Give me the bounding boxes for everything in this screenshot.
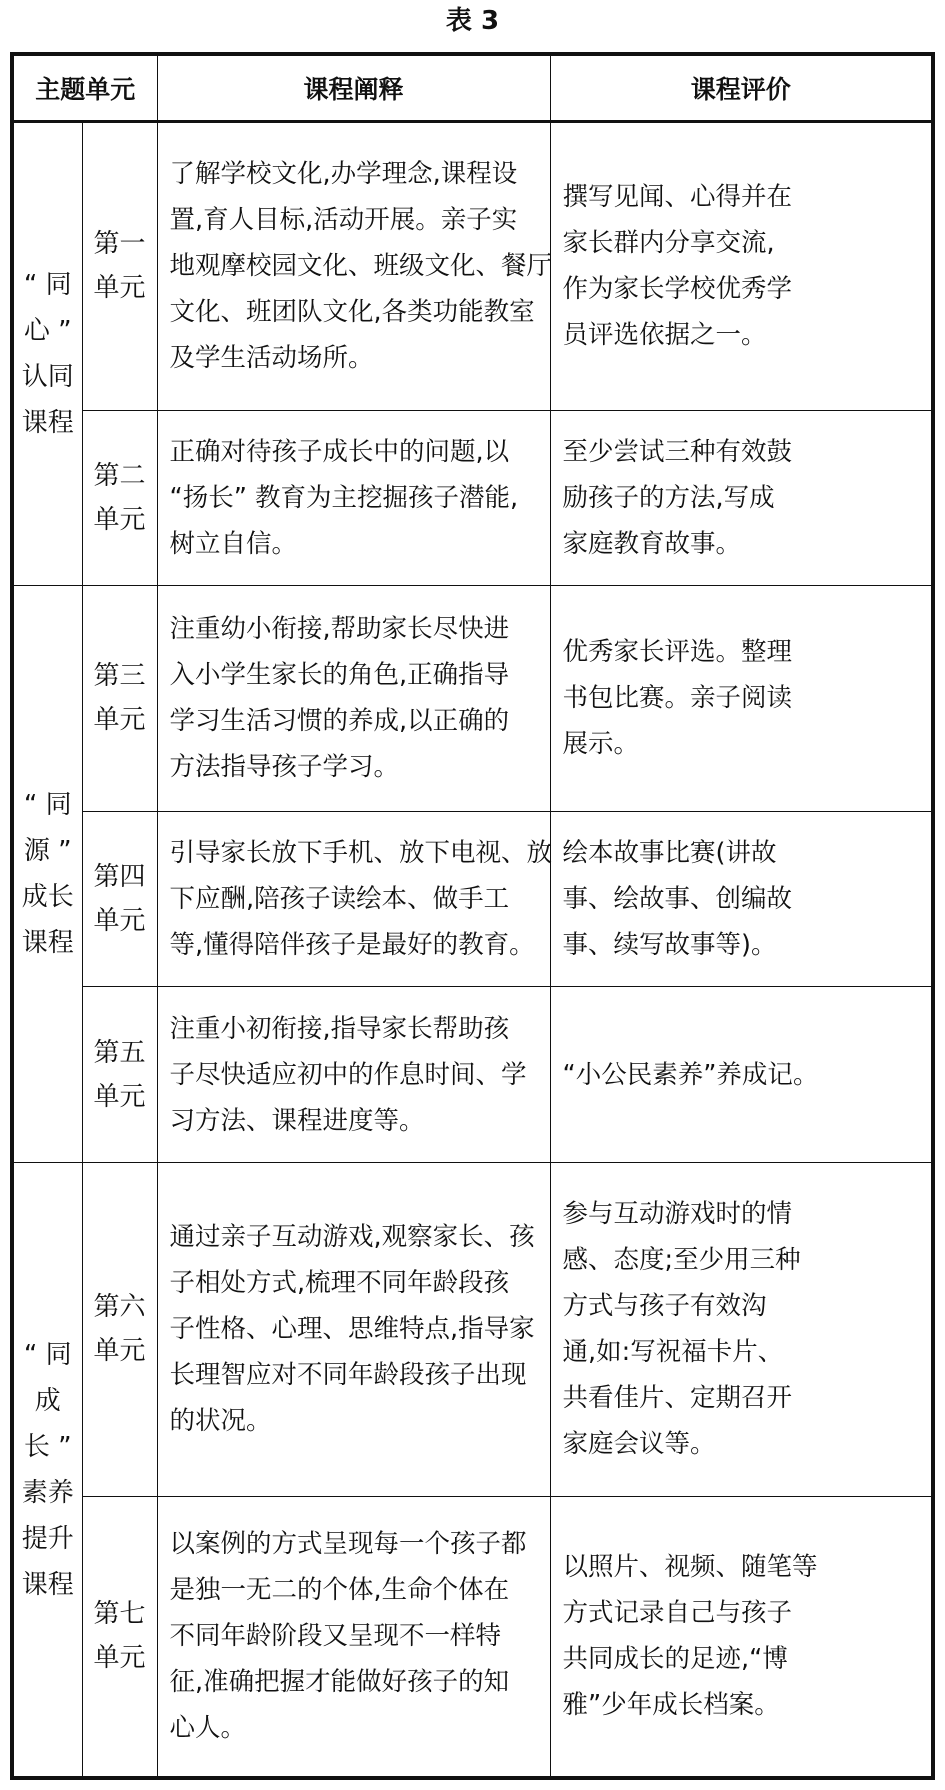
table-row [12,811,933,987]
theme-line: 课程 [21,408,74,439]
evaluation-line: 通,如:写祝福卡片、 [562,1337,784,1368]
evaluation-line: “小公民素养”养成记。 [562,1059,819,1090]
description-line: 征,准确把握才能做好孩子的知 [169,1667,510,1698]
table-row [12,1496,933,1778]
unit-cell-7 [82,1496,157,1778]
unit-line: 单元 [93,273,146,304]
theme-line: “ 同 [23,790,72,821]
description-cell-3 [157,586,550,811]
description-line: 文化、班团队文化,各类功能教室 [169,297,535,328]
evaluation-cell-1 [550,122,933,410]
theme-line: 提升 [21,1523,74,1554]
unit-line: 单元 [93,504,146,535]
description-line: “扬长” 教育为主挖掘孩子潜能, [169,482,519,513]
description-line: 等,懂得陪伴孩子是最好的教育。 [169,930,535,961]
evaluation-line: 共同成长的足迹,“博 [562,1644,788,1675]
evaluation-line: 方式与孩子有效沟 [562,1291,767,1322]
description-cell-4 [157,811,553,987]
unit-line: 第三 [93,661,146,692]
unit-cell-6 [82,1163,157,1497]
theme-cell-1 [12,122,82,586]
evaluation-line: 以照片、视频、随笔等 [562,1552,818,1583]
curriculum-table [10,52,935,1780]
unit-line: 第五 [93,1037,146,1068]
evaluation-line: 撰写见闻、心得并在 [562,182,793,213]
theme-line: 源 ” [23,836,72,867]
evaluation-line: 员评选依据之一。 [562,320,767,351]
evaluation-line: 家长群内分享交流, [562,228,775,259]
description-line: 学习生活习惯的养成,以正确的 [169,706,510,737]
description-line: 不同年龄阶段又呈现不一样特 [169,1621,502,1652]
header-evaluation: 课程评价 [550,54,933,122]
evaluation-line: 作为家长学校优秀学 [562,274,793,305]
table-row [12,586,933,811]
unit-line: 第七 [93,1599,146,1630]
description-line: 及学生活动场所。 [169,343,374,374]
evaluation-line: 励孩子的方法,写成 [562,482,775,513]
theme-line: 成 [34,1385,61,1416]
theme-line: “ 同 [23,1339,72,1370]
description-line: 方法指导孩子学习。 [169,752,400,783]
theme-line: 成长 [21,882,74,913]
evaluation-cell-5 [550,987,933,1163]
description-line: 以案例的方式呈现每一个孩子都 [169,1529,527,1560]
description-line: 子相处方式,梳理不同年龄段孩 [169,1268,510,1299]
evaluation-line: 书包比赛。亲子阅读 [562,683,793,714]
theme-line: 认同 [21,362,74,393]
unit-cell-5 [82,987,157,1163]
description-line: 引导家长放下手机、放下电视、放 [169,838,553,869]
unit-cell-4 [82,811,157,987]
description-line: 正确对待孩子成长中的问题,以 [169,436,510,467]
table-row [12,987,933,1163]
theme-cell-2 [12,586,82,1163]
description-line: 地观摩校园文化、班级文化、餐厅 [169,251,553,282]
unit-cell-1 [82,122,157,410]
description-line: 下应酬,陪孩子读绘本、做手工 [169,884,510,915]
evaluation-cell-2 [550,410,933,586]
unit-line: 第一 [93,229,146,260]
evaluation-line: 至少尝试三种有效鼓 [562,436,793,467]
description-line: 置,育人目标,活动开展。亲子实 [169,205,518,236]
evaluation-cell-7 [550,1496,933,1778]
table-row [12,410,933,586]
theme-line: “ 同 [23,270,72,301]
description-line: 习方法、课程进度等。 [169,1105,425,1136]
description-cell-1 [157,122,553,410]
description-cell-2 [157,410,550,586]
description-cell-7 [157,1496,550,1778]
description-line: 注重幼小衔接,帮助家长尽快进 [169,614,510,645]
description-line: 通过亲子互动游戏,观察家长、孩 [169,1222,535,1253]
evaluation-line: 绘本故事比赛(讲故 [562,838,777,869]
header-description: 课程阐释 [157,54,550,122]
description-line: 了解学校文化,办学理念,课程设 [169,159,518,190]
evaluation-line: 共看佳片、定期召开 [562,1383,793,1414]
unit-line: 单元 [93,1336,146,1367]
description-line: 是独一无二的个体,生命个体在 [169,1575,510,1606]
unit-cell-3 [82,586,157,811]
description-line: 长理智应对不同年龄段孩子出现 [169,1360,527,1391]
theme-line: 素养 [21,1477,74,1508]
table-row [12,122,933,410]
description-line: 子性格、心理、思维特点,指导家 [169,1314,535,1345]
unit-line: 第四 [93,862,146,893]
description-line: 子尽快适应初中的作息时间、学 [169,1059,527,1090]
table-header-row [12,54,933,122]
evaluation-line: 优秀家长评选。整理 [562,637,793,668]
evaluation-line: 参与互动游戏时的情 [562,1199,793,1230]
evaluation-cell-6 [550,1163,933,1497]
evaluation-line: 雅”少年成长档案。 [562,1690,780,1721]
theme-line: 课程 [21,928,74,959]
description-line: 心人。 [169,1713,247,1744]
theme-line: 长 ” [23,1431,72,1462]
unit-cell-2 [82,410,157,586]
theme-line: 心 ” [23,316,72,347]
evaluation-cell-3 [550,586,933,811]
unit-line: 第二 [93,460,146,491]
theme-cell-3 [12,1163,82,1778]
evaluation-cell-4 [550,811,933,987]
unit-line: 单元 [93,906,146,937]
unit-line: 第六 [93,1292,146,1323]
evaluation-line: 事、绘故事、创编故 [562,884,793,915]
unit-line: 单元 [93,1643,146,1674]
header-theme: 主题单元 [12,54,157,122]
unit-line: 单元 [93,1081,146,1112]
description-cell-5 [157,987,550,1163]
evaluation-line: 家庭教育故事。 [562,528,742,559]
description-cell-6 [157,1163,550,1497]
table-caption: 表 3 [445,6,500,36]
description-line: 注重小初衔接,指导家长帮助孩 [169,1013,510,1044]
evaluation-line: 展示。 [562,729,640,760]
evaluation-line: 感、态度;至少用三种 [562,1245,801,1276]
evaluation-line: 事、续写故事等)。 [562,930,777,961]
description-line: 树立自信。 [169,528,298,559]
description-line: 的状况。 [169,1406,272,1437]
unit-line: 单元 [93,705,146,736]
evaluation-line: 家庭会议等。 [562,1429,716,1460]
table-row [12,1163,933,1497]
theme-line: 课程 [21,1569,74,1600]
evaluation-line: 方式记录自己与孩子 [562,1598,793,1629]
description-line: 入小学生家长的角色,正确指导 [169,660,510,691]
